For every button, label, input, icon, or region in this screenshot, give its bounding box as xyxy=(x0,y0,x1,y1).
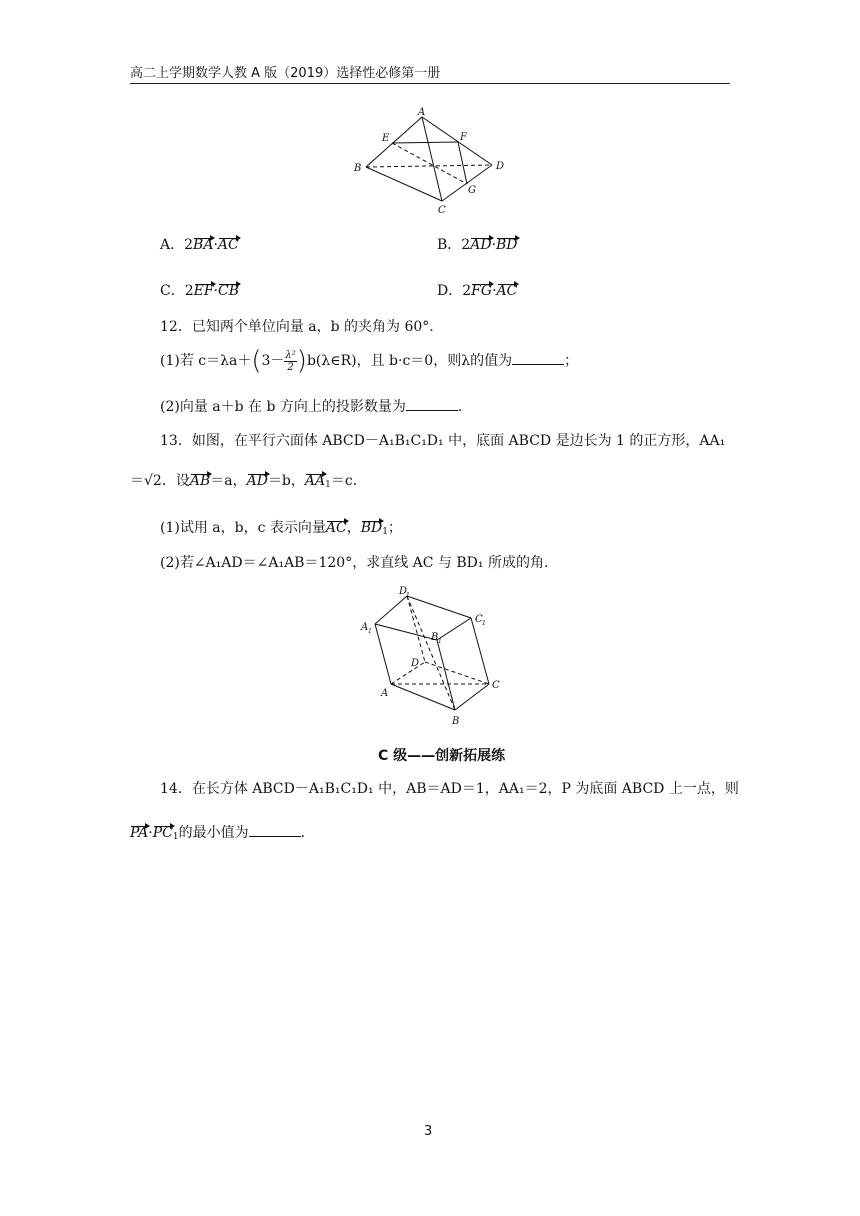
svg-text:1: 1 xyxy=(438,638,442,645)
fig1-label-F: F xyxy=(460,132,467,143)
fig2-label-B: B xyxy=(452,716,460,727)
q13-part1: (1)试用 a，b，c 表示向量AC，$BD_1$； xyxy=(160,520,402,537)
fig2-label-A: A xyxy=(381,688,389,699)
page-header: 高二上学期数学人教 A 版（2019）选择性必修第一册 xyxy=(130,66,441,81)
svg-text:1: 1 xyxy=(482,620,486,627)
fig1-label-E: E xyxy=(382,133,390,144)
q13-part2: (2)若∠A₁AD＝∠A₁AB＝120°，求直线 AC 与 BD₁ 所成的角. xyxy=(160,555,549,571)
fig1-label-D: D xyxy=(496,161,505,172)
q13-line1: 13．如图，在平行六面体 ABCD－A₁B₁C₁D₁ 中，底面 ABCD 是边长为 1 的正方形，AA₁ xyxy=(160,433,726,449)
svg-text:1: 1 xyxy=(406,592,410,599)
option-b: B．2AD·BD xyxy=(437,237,518,253)
q14-line2: $PA\cdot PC_1$的最小值为 . xyxy=(130,825,306,842)
option-a: A．2BA·AC xyxy=(160,237,239,253)
fig2-label-D: D xyxy=(411,658,420,669)
fig1-label-C: C xyxy=(438,205,446,216)
fig1-label-B: B xyxy=(354,163,362,174)
q14-line1: 14．在长方体 ABCD－A₁B₁C₁D₁ 中，AB＝AD＝1，AA₁＝2，P 为底面 ABCD 上一点，则 xyxy=(160,781,739,797)
q13-line2: ＝√2．设AB＝a，AD＝b，$AA_1=c$. xyxy=(130,473,358,490)
parallelepiped-figure xyxy=(355,582,515,730)
option-c: C．2EF·CB xyxy=(160,283,240,299)
fig2-label-A1: A xyxy=(361,622,369,633)
fig2-label-C: C xyxy=(492,680,500,691)
q12-part2: (2)向量 a＋b 在 b 方向上的投影数量为 . xyxy=(160,399,463,415)
header-rule xyxy=(130,83,730,84)
section-heading: C 级——创新拓展练 xyxy=(378,748,506,764)
q12-part1: (1)若 c＝λa＋(3－ $\frac{\text{λ²}}{2})b(\lambda\in R)$，且 b·c＝0，则λ的值为 ； xyxy=(160,346,579,376)
tetrahedron-figure xyxy=(350,105,520,217)
fig2-label-C1: C xyxy=(475,614,483,625)
page-number: 3 xyxy=(424,1124,433,1139)
q12-stem: 12．已知两个单位向量 a，b 的夹角为 60°. xyxy=(160,319,434,335)
svg-text:1: 1 xyxy=(368,628,372,635)
fig1-label-A: A xyxy=(418,107,426,118)
fig1-label-G: G xyxy=(468,185,476,196)
fig2-label-D1: D xyxy=(399,586,408,597)
fig2-label-B1: B xyxy=(431,632,439,643)
option-d: D．2FG·AC xyxy=(437,283,518,299)
